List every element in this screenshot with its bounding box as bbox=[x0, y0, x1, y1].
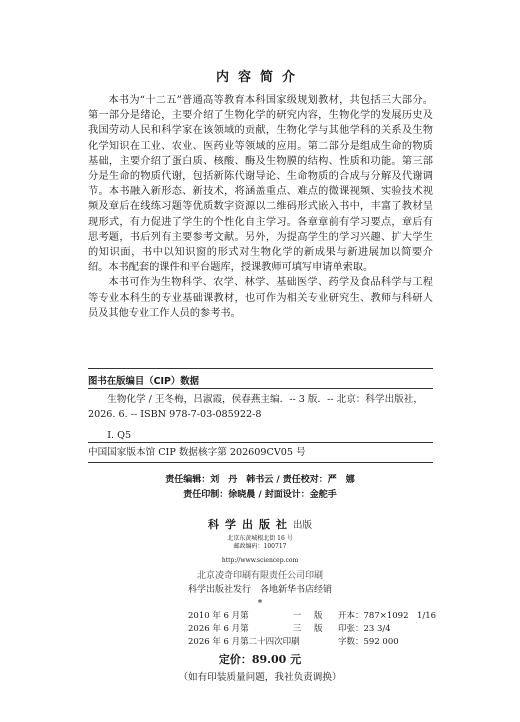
publisher-name-text: 科学出版社 bbox=[207, 518, 293, 531]
publisher-suffix: 出版 bbox=[292, 520, 312, 531]
price: 定价：89.00 元 bbox=[218, 653, 302, 666]
intro-paragraph: 本书可作为生物科学、农学、林学、基础医学、药学及食品科学与工程等专业本科生的专业基础课教材，也可作为相关专业研究生、教师与科研人员及其他专业工作人员的参考书。 bbox=[88, 277, 433, 319]
cip-line-1: 生物化学 / 王冬梅，吕淑霞，侯春燕主编．-- 3 版．-- 北京：科学出版社， bbox=[107, 394, 423, 405]
cip-record-number: 中国国家版本馆 CIP 数据核字第 202609CV05 号 bbox=[88, 447, 306, 458]
divider-top bbox=[88, 368, 433, 369]
divider-mid bbox=[88, 442, 433, 443]
edition-line bbox=[188, 610, 488, 622]
edition-label: 版 bbox=[314, 624, 323, 634]
cip-record bbox=[88, 392, 433, 422]
publisher-address: 北京东黄城根北街 16 号 bbox=[227, 535, 293, 542]
page-title: 内容简介 bbox=[215, 70, 304, 85]
cip-classification: Ⅰ. Q5 bbox=[107, 430, 132, 441]
publisher-postcode: 邮政编码：100717 bbox=[233, 543, 287, 550]
printing-date: 2026 年 6 月第二十四次印刷 bbox=[188, 637, 300, 647]
intro-paragraph: 本书为“十二五”普通高等教育本科国家级规划教材，共包括三大部分。第一部分是绪论，主要介绍了生物化学的研究内容，生物化学的发展历史及我国劳动人民和科学家在该领域的贡献，生物化学与其他学科的关系及生物化学知识在工业、农业、医药业等领域的应用。第二部分是组成生命的物质基础，主要介绍了蛋白质、核酸、酶及生物膜的结构、性质和功能。第三部分是生命的物质代谢，包括新陈代谢导论、生命物质的合成与分解及代谢调节。本书融入新形态、新技术，将涵盖重点、难点的微课视频、实验技术视频及章后在线练习题等优质数字资源以二维码形式嵌入书中，丰富了教材呈现形式，有力促进了学生的个性化自主学习。各章章前有学习要点，章后有思考题，书后列有主要参考文献。另外，为提高学生的学习兴趣、扩大学生的知识面，书中以知识窗的形式对生物化学的新成果与新进展加以简要介绍。本书配套的课件和平台题库，授课教师可填写申请单索取。 bbox=[88, 95, 433, 274]
edition-line bbox=[188, 636, 488, 648]
edition-line bbox=[188, 623, 488, 635]
divider-cip bbox=[88, 388, 433, 389]
separator-star: * bbox=[257, 599, 263, 609]
edition-number: 三 bbox=[292, 624, 302, 634]
edition-number: 一 bbox=[292, 611, 302, 621]
publisher-name bbox=[0, 516, 520, 532]
printing-spec: 字数：592 000 bbox=[338, 637, 399, 647]
book-introduction bbox=[88, 93, 433, 321]
printer: 北京凌奇印刷有限责任公司印刷 bbox=[196, 571, 323, 581]
edition-label: 版 bbox=[314, 611, 323, 621]
edition-spec: 开本：787×1092 1/16 bbox=[338, 611, 437, 621]
quality-notice: （如有印装质量问题，我社负责调换） bbox=[178, 672, 342, 683]
publisher-website: http://www.sciencep.com bbox=[221, 557, 299, 564]
edition-spec: 印张：23 3/4 bbox=[338, 624, 391, 634]
distributor: 科学出版社发行 各地新华书店经销 bbox=[187, 585, 332, 595]
cip-header: 图书在版编目（CIP）数据 bbox=[88, 376, 199, 387]
divider-bottom bbox=[88, 462, 433, 463]
cip-line-2: 2026. 6. -- ISBN 978-7-03-085922-8 bbox=[88, 409, 262, 420]
edition-date: 2026 年 6 月第 bbox=[188, 624, 249, 634]
editor-credits: 责任编辑：刘 丹 韩书云 / 责任校对：严 娜 bbox=[165, 475, 355, 485]
edition-date: 2010 年 6 月第 bbox=[188, 611, 249, 621]
production-credits: 责任印制：徐晓晨 / 封面设计：金舵手 bbox=[183, 490, 337, 500]
